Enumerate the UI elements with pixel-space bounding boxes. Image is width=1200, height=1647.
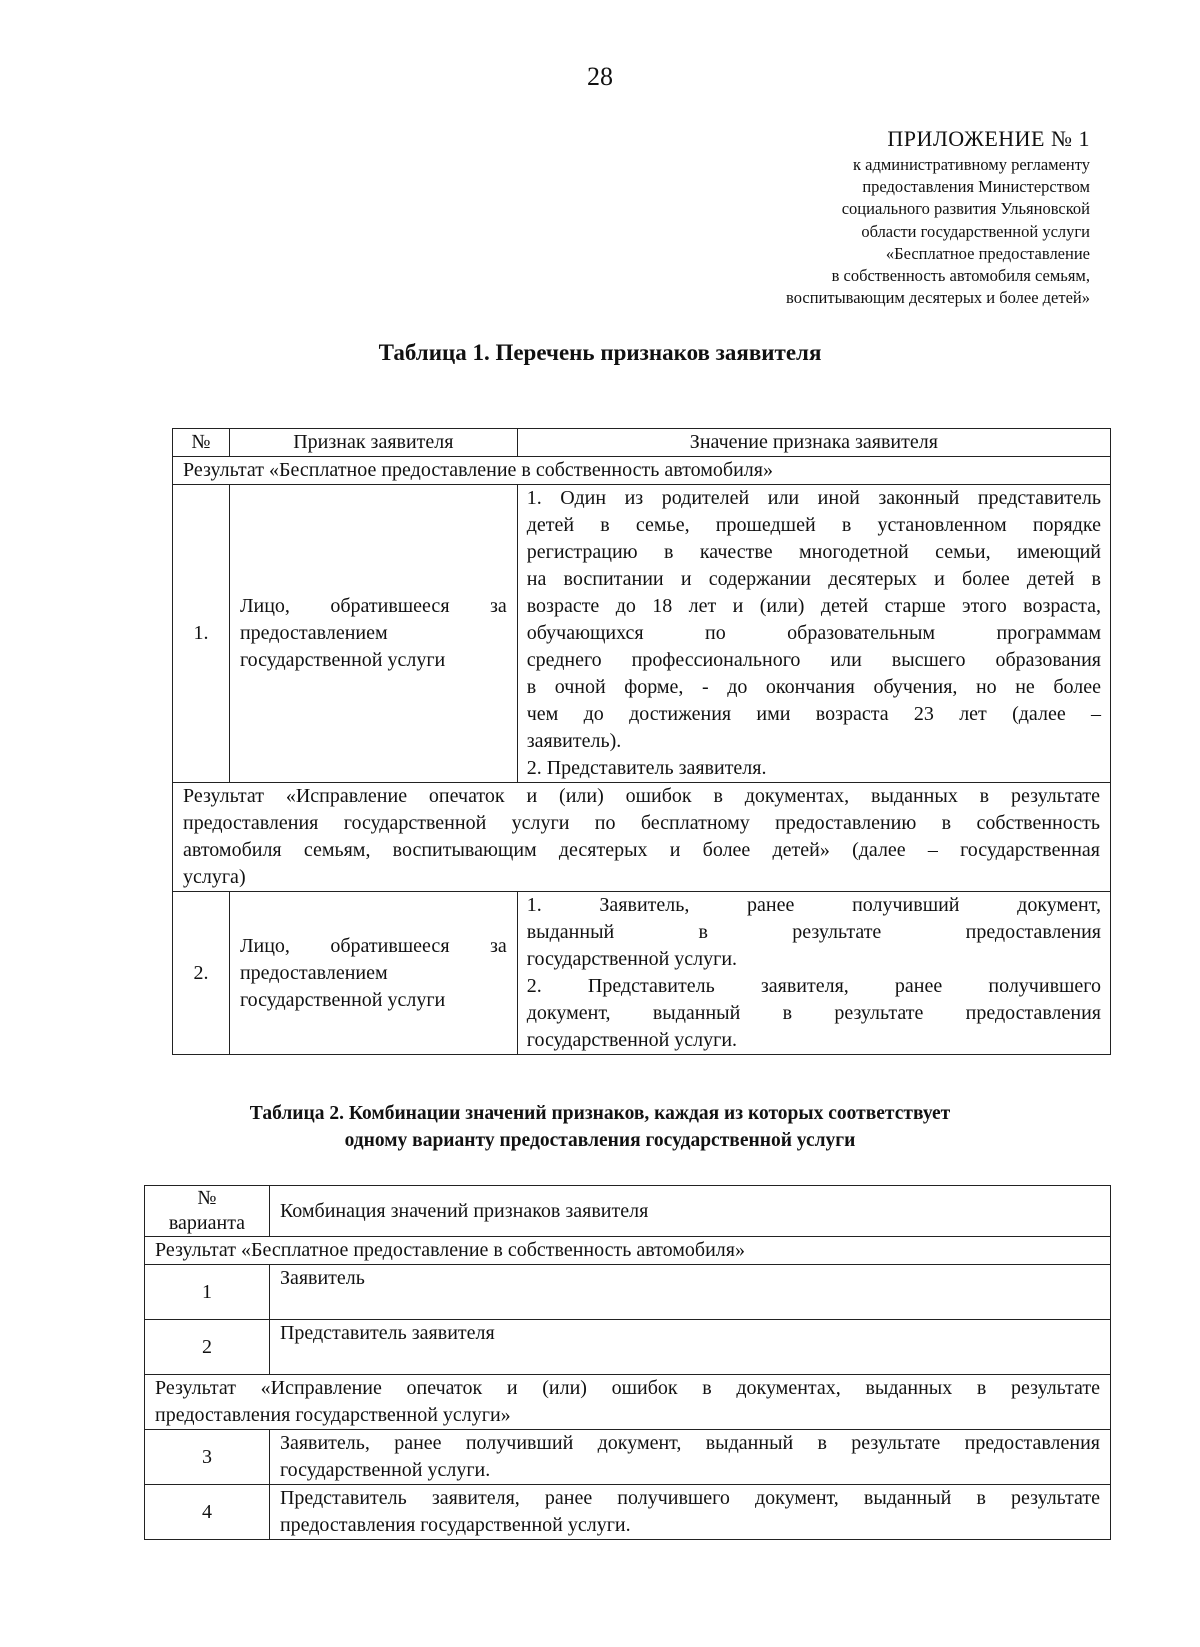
result-group-title	[145, 1375, 1111, 1430]
cell-line: регистрацию в качестве многодетной семьи, имеющий	[526, 541, 1101, 563]
result-group-row	[173, 457, 1111, 485]
cell-line: возрасте до 18 лет и (или) детей старше этого возраста,	[526, 595, 1101, 617]
applicant-sign	[229, 485, 517, 783]
cell-line: предоставлением	[239, 961, 388, 984]
combination-value: Представитель заявителя	[269, 1320, 1110, 1375]
sign-value	[517, 892, 1110, 1055]
column-header-combination: Комбинация значений признаков заявителя	[269, 1186, 1110, 1237]
variant-number: 2	[145, 1320, 270, 1375]
cell-line: 2. Представитель заявителя, ранее получившего	[526, 975, 1101, 997]
cell-line: государственной услуги	[239, 988, 446, 1011]
table2-title-line: Таблица 2. Комбинации значений признаков, каждая из которых соответствует	[249, 1103, 951, 1124]
applicant-sign	[229, 892, 517, 1055]
table-row	[173, 892, 1111, 1055]
result-group-title: Результат «Бесплатное предоставление в собственность автомобиля»	[173, 457, 1111, 485]
result-group-title: Результат «Бесплатное предоставление в собственность автомобиля»	[145, 1237, 1111, 1265]
sign-combinations-table	[144, 1185, 1111, 1540]
column-header-variant-number	[145, 1186, 270, 1237]
cell-line: Заявитель, ранее получивший документ, выданный в результате предоставления	[279, 1432, 1100, 1454]
applicant-signs-table	[172, 428, 1111, 1055]
cell-line: Результат «Исправление опечаток и (или) ошибок в документах, выданных в результате	[183, 785, 1100, 807]
row-number: 2.	[173, 892, 230, 1055]
table-row	[145, 1320, 1111, 1375]
appendix-subtitle-line: предоставления Министерством	[862, 177, 1090, 197]
cell-line: обучающихся по образовательным программам	[526, 622, 1101, 644]
table-header-row	[173, 429, 1111, 457]
cell-line: 1. Один из родителей или иной законный представитель	[526, 487, 1101, 509]
cell-line: предоставления государственной услуги по бесплатному предоставлению в собственность	[183, 812, 1100, 834]
variant-number: 1	[145, 1265, 270, 1320]
appendix-title: ПРИЛОЖЕНИЕ № 1	[887, 126, 1090, 151]
appendix-subtitle-line: воспитывающим десятерых и более детей»	[786, 288, 1090, 308]
table-row	[145, 1265, 1111, 1320]
cell-line: предоставления государственной услуги.	[279, 1514, 631, 1536]
header-line: варианта	[168, 1212, 246, 1234]
table1-title: Таблица 1. Перечень признаков заявителя	[378, 340, 822, 365]
table-row	[173, 485, 1111, 783]
cell-line: чем до достижения ими возраста 23 лет (далее –	[526, 703, 1101, 725]
cell-line: государственной услуги	[239, 649, 446, 671]
cell-line: предоставлением	[239, 622, 388, 644]
cell-line: Лицо, обратившееся за	[239, 595, 507, 617]
cell-line: выданный в результате предоставления	[526, 921, 1101, 943]
appendix-subtitle-line: «Бесплатное предоставление	[885, 243, 1090, 263]
variant-number: 3	[145, 1430, 270, 1485]
cell-line: 1. Заявитель, ранее получивший документ,	[526, 894, 1101, 916]
result-group-row	[145, 1237, 1111, 1265]
cell-line: среднего профессионального или высшего образования	[526, 649, 1101, 671]
cell-line: на воспитании и содержании десятерых и более детей в	[526, 568, 1101, 590]
appendix-subtitle-line: в собственность автомобиля семьям,	[831, 266, 1090, 286]
combination-value	[269, 1485, 1110, 1540]
table2-title-line: одному варианту предоставления государственной услуги	[344, 1130, 856, 1151]
cell-line: в очной форме, - до окончания обучения, но не более	[526, 676, 1101, 698]
result-group-row	[173, 783, 1111, 892]
page-number: 28	[587, 62, 613, 91]
cell-line: услуга)	[183, 866, 246, 888]
cell-line: документ, выданный в результате предоставления	[526, 1002, 1101, 1024]
column-header-number: №	[173, 429, 230, 457]
cell-line: государственной услуги.	[279, 1459, 491, 1481]
appendix-subtitle-line: социального развития Ульяновской	[841, 199, 1090, 219]
combination-value: Заявитель	[269, 1265, 1110, 1320]
cell-line: Результат «Исправление опечаток и (или) ошибок в документах, выданных в результате	[155, 1377, 1100, 1399]
header-line: №	[197, 1187, 217, 1209]
column-header-sign: Признак заявителя	[229, 429, 517, 457]
variant-number: 4	[145, 1485, 270, 1540]
result-group-row	[145, 1375, 1111, 1430]
cell-line: Представитель заявителя, ранее получившего документ, выданный в результате	[279, 1487, 1100, 1509]
cell-line: 2. Представитель заявителя.	[526, 757, 767, 779]
appendix-subtitle-line: области государственной услуги	[861, 221, 1090, 241]
combination-value	[269, 1430, 1110, 1485]
table2-title	[0, 1100, 1200, 1154]
result-group-title	[173, 783, 1111, 892]
row-number: 1.	[173, 485, 230, 783]
sign-value	[517, 485, 1110, 783]
column-header-value: Значение признака заявителя	[517, 429, 1110, 457]
cell-line: автомобиля семьям, воспитывающим десятерых и более детей» (далее – государственная	[183, 839, 1100, 861]
cell-line: государственной услуги.	[526, 1029, 738, 1051]
cell-line: заявитель).	[526, 730, 622, 752]
cell-line: Лицо, обратившееся за	[239, 934, 507, 957]
appendix-subtitle	[670, 154, 1090, 309]
appendix-subtitle-line: к административному регламенту	[853, 155, 1090, 174]
cell-line: предоставления государственной услуги»	[155, 1404, 511, 1426]
cell-line: государственной услуги.	[526, 948, 738, 970]
table-header-row	[145, 1186, 1111, 1237]
cell-line: детей в семье, прошедшей в установленном порядке	[526, 514, 1101, 536]
table-row	[145, 1485, 1111, 1540]
table-row	[145, 1430, 1111, 1485]
